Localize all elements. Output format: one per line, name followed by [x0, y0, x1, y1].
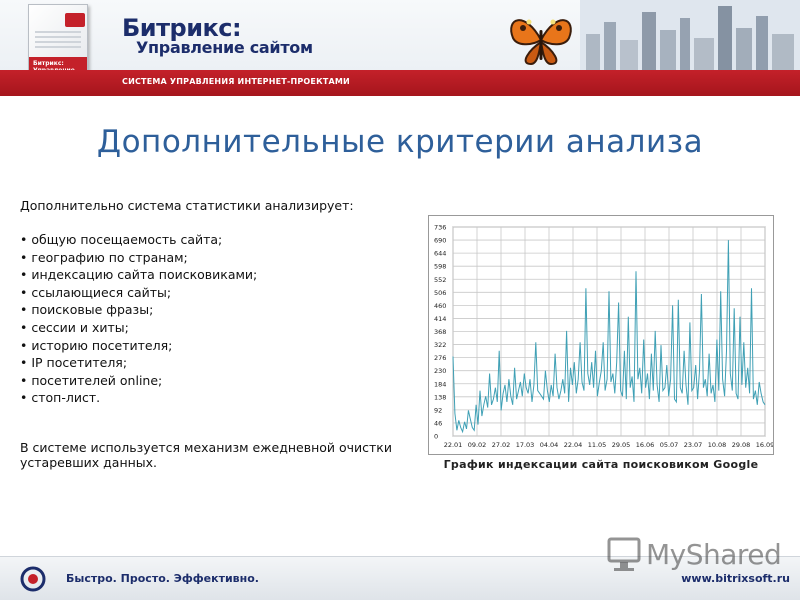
y-tick-label: 644 [434, 249, 447, 258]
x-tick-label: 09.02 [467, 441, 487, 449]
watermark-monitor-icon [606, 535, 642, 573]
footer-slogan: Быстро. Просто. Эффективно. [66, 572, 259, 585]
cleanup-note: В системе используется механизм ежедневной очистки устаревших данных. [20, 440, 392, 470]
bitrix-logo-icon [20, 566, 48, 592]
x-tick-label: 22.04 [563, 441, 583, 449]
y-tick-label: 322 [434, 341, 447, 350]
x-tick-label: 04.04 [539, 441, 559, 449]
x-tick-label: 27.02 [491, 441, 511, 449]
slide-header [0, 0, 800, 96]
x-tick-label: 29.08 [731, 441, 751, 449]
y-tick-label: 138 [434, 393, 447, 402]
y-tick-label: 736 [434, 223, 447, 232]
list-item: • историю посетителя; [20, 337, 257, 355]
header-tagline: СИСТЕМА УПРАВЛЕНИЯ ИНТЕРНЕТ-ПРОЕКТАМИ [122, 77, 350, 86]
intro-text: Дополнительно система статистики анализирует: [20, 198, 354, 213]
indexing-chart-svg [429, 216, 773, 454]
list-item: • посетителей online; [20, 372, 257, 390]
x-tick-label: 22.01 [443, 441, 463, 449]
y-tick-label: 276 [434, 354, 447, 363]
watermark-text: MyShared [646, 538, 782, 571]
x-tick-label: 16.09 [755, 441, 773, 449]
list-item: • общую посещаемость сайта; [20, 231, 257, 249]
chart-caption: График индексации сайта поисковиком Google [443, 458, 759, 471]
y-tick-label: 0 [434, 432, 439, 441]
y-tick-label: 368 [434, 328, 447, 336]
slide-title: Дополнительные критерии анализа [96, 124, 704, 160]
x-tick-label: 29.05 [611, 441, 631, 449]
y-tick-label: 230 [434, 367, 447, 376]
brand-title: Битрикс: [122, 14, 242, 42]
y-tick-label: 184 [434, 380, 447, 389]
brand-subtitle: Управление сайтом [136, 38, 313, 57]
header-tagline-bar [0, 70, 800, 96]
butterfly-icon [505, 10, 577, 68]
x-tick-label: 16.06 [635, 441, 655, 449]
y-tick-label: 690 [434, 236, 447, 245]
list-item: • IP посетителя; [20, 354, 257, 372]
y-tick-label: 460 [434, 301, 447, 310]
list-item: • географию по странам; [20, 249, 257, 267]
x-tick-label: 23.07 [683, 441, 703, 449]
box-skyline-art [35, 31, 81, 51]
indexing-chart [428, 215, 774, 455]
city-skyline-image [580, 0, 800, 70]
box-sticker [65, 13, 85, 27]
x-tick-label: 10.08 [707, 441, 727, 449]
criteria-list [20, 231, 257, 407]
x-tick-label: 05.07 [659, 441, 679, 449]
list-item: • стоп-лист. [20, 389, 257, 407]
list-item: • сессии и хиты; [20, 319, 257, 337]
y-tick-label: 414 [434, 314, 447, 323]
y-tick-label: 598 [434, 262, 447, 271]
y-tick-label: 46 [434, 419, 443, 428]
box-label: Битрикс: [33, 60, 64, 67]
list-item: • индексацию сайта поисковиками; [20, 266, 257, 284]
list-item: • ссылающиеся сайты; [20, 284, 257, 302]
y-tick-label: 92 [434, 406, 443, 415]
y-tick-label: 552 [434, 275, 447, 284]
list-item: • поисковые фразы; [20, 301, 257, 319]
x-tick-label: 11.05 [587, 441, 607, 449]
y-tick-label: 506 [434, 288, 447, 297]
x-tick-label: 17.03 [515, 441, 535, 449]
footer-url: www.bitrixsoft.ru [681, 572, 790, 585]
